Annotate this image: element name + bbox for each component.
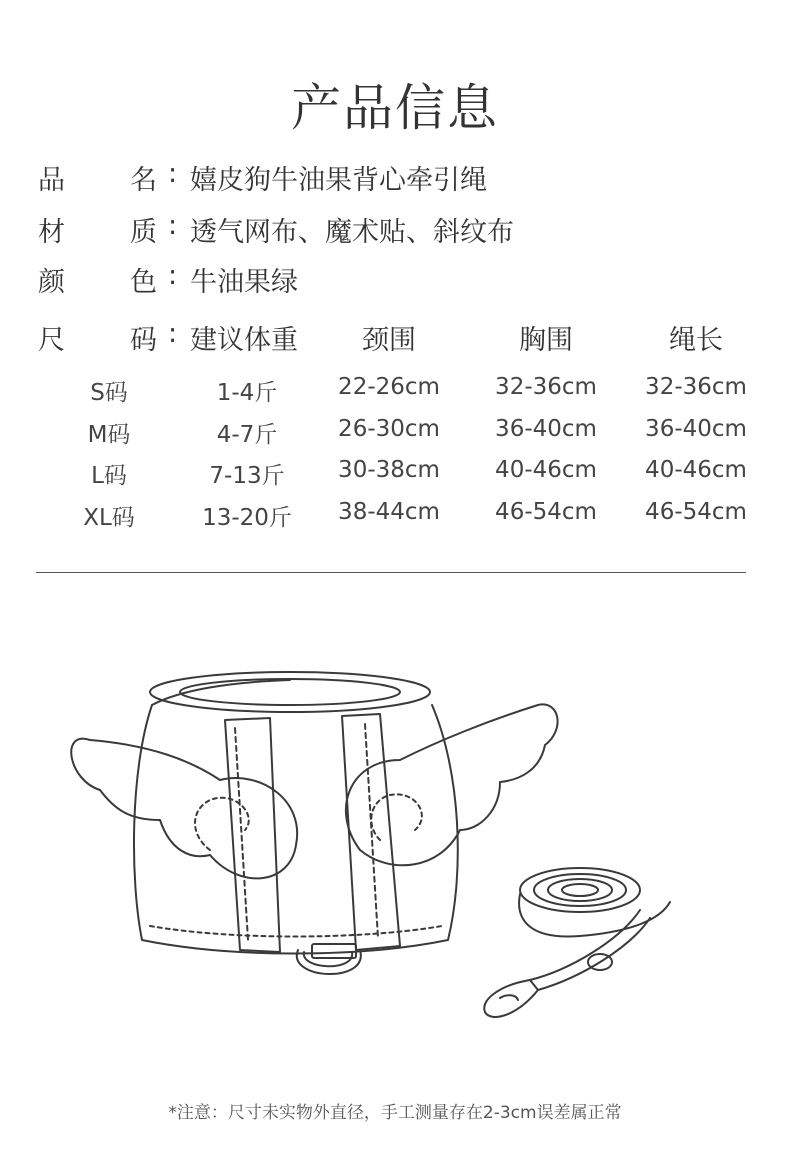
info-colon: : <box>168 158 178 189</box>
size-cell: XL码 <box>83 505 135 531</box>
info-label-char1: 材 <box>38 217 65 248</box>
info-colon: : <box>168 260 178 291</box>
header-neck: 颈围 <box>362 325 416 356</box>
info-value: 透气网布、魔术贴、斜纹布 <box>190 217 514 248</box>
page-title: 产品信息 <box>291 79 499 137</box>
info-value: 嬉皮狗牛油果背心牵引绳 <box>190 165 487 196</box>
header-chest: 胸围 <box>519 325 573 356</box>
size-colon: : <box>168 318 178 349</box>
size-label-char2: 码 <box>130 325 157 356</box>
size-cell: 1-4斤 <box>216 380 278 406</box>
info-label-char2: 质 <box>130 217 157 248</box>
size-cell: 38-44cm <box>338 499 440 525</box>
section-divider <box>36 572 746 573</box>
info-value: 牛油果绿 <box>190 267 298 298</box>
size-cell: 40-46cm <box>645 457 747 483</box>
size-cell: 4-7斤 <box>216 422 278 448</box>
info-label-char1: 品 <box>38 165 65 196</box>
left-wing-drawing <box>71 739 297 879</box>
size-cell: 13-20斤 <box>202 505 292 531</box>
size-cell: L码 <box>91 463 127 489</box>
size-label-char1: 尺 <box>38 325 65 356</box>
size-cell: 32-36cm <box>495 374 597 400</box>
size-cell: 7-13斤 <box>209 463 285 489</box>
info-label-char2: 色 <box>130 267 157 298</box>
size-cell: S码 <box>90 380 128 406</box>
size-cell: 36-40cm <box>645 416 747 442</box>
size-cell: M码 <box>87 422 131 448</box>
size-cell: 22-26cm <box>338 374 440 400</box>
header-weight: 建议体重 <box>190 325 298 356</box>
size-cell: 36-40cm <box>495 416 597 442</box>
header-leash: 绳长 <box>669 325 723 356</box>
size-cell: 32-36cm <box>645 374 747 400</box>
size-cell: 46-54cm <box>495 499 597 525</box>
info-label-char1: 颜 <box>38 267 65 298</box>
info-label-char2: 名 <box>130 165 157 196</box>
size-cell: 30-38cm <box>338 457 440 483</box>
size-cell: 40-46cm <box>495 457 597 483</box>
right-wing-drawing <box>346 704 558 865</box>
harness-leash-illustration <box>60 650 700 1030</box>
info-colon: : <box>168 210 178 241</box>
size-cell: 46-54cm <box>645 499 747 525</box>
size-cell: 26-30cm <box>338 416 440 442</box>
leash-drawing <box>484 868 670 1017</box>
disclaimer-note: *注意：尺寸未实物外直径，手工测量存在2-3cm误差属正常 <box>168 1103 622 1123</box>
